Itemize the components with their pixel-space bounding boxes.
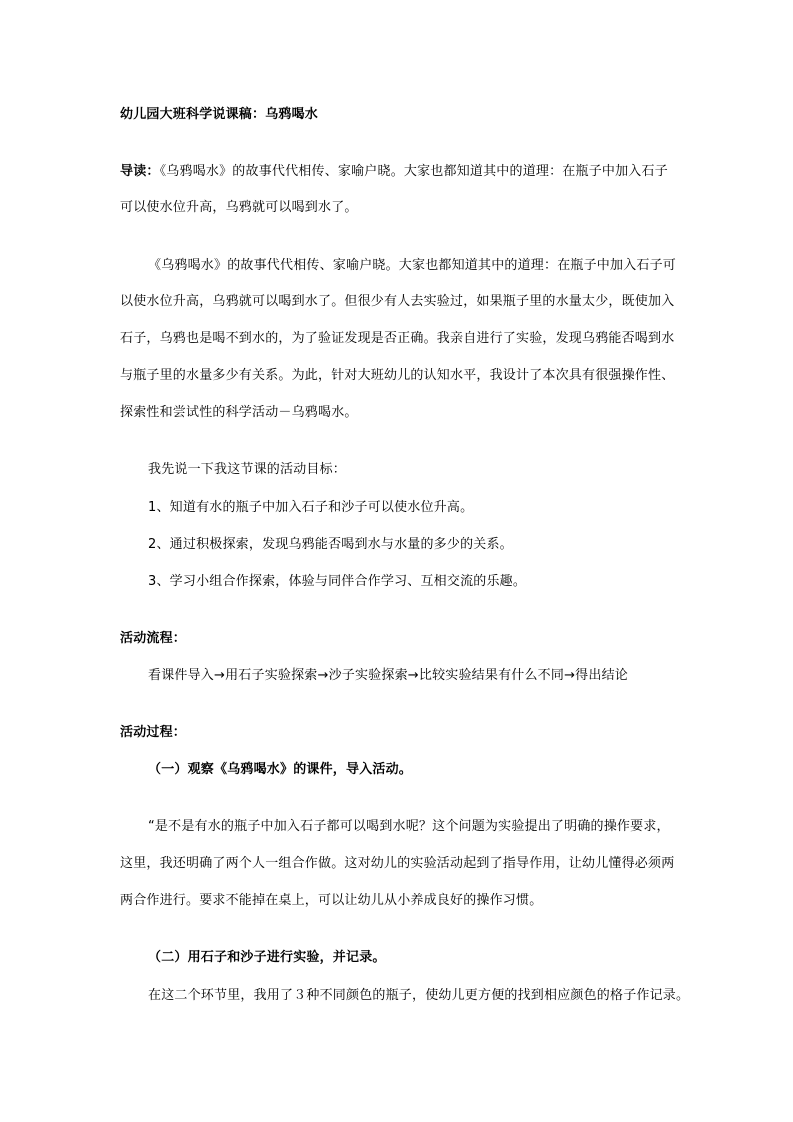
step1-line-2: 这里，我还明确了两个人一组合作做。这对幼儿的实验活动起到了指导作用，让幼儿懂得必须两 — [120, 856, 675, 871]
intro-label: 导读： — [120, 164, 160, 179]
goal-item: 2、通过积极探索，发现乌鸦能否喝到水与水量的多少的关系。 — [148, 537, 513, 552]
process-heading: 活动过程： — [120, 725, 187, 740]
paragraph1-line-2: 以使水位升高，乌鸦就可以喝到水了。但很少有人去实验过，如果瓶子里的水量太少，既使加入 — [120, 294, 675, 309]
intro-line-1 — [120, 163, 668, 181]
goal-item: 3、学习小组合作探索，体验与同伴合作学习、互相交流的乐趣。 — [148, 574, 527, 589]
flow-text: 看课件导入→用石子实验探索→沙子实验探索→比较实验结果有什么不同→得出结论 — [148, 668, 628, 683]
paragraph1-line-5: 探索性和尝试性的科学活动－乌鸦喝水。 — [120, 405, 358, 420]
intro-text-1: 《乌鸦喝水》的故事代代相传、家喻户晓。大家也都知道其中的道理：在瓶子中加入石子 — [159, 164, 668, 179]
goal-item: 1、知道有水的瓶子中加入石子和沙子可以使水位升高。 — [148, 500, 474, 515]
step1-heading: （一）观察《乌鸦喝水》的课件，导入活动。 — [148, 762, 413, 777]
goals-intro: 我先说一下我这节课的活动目标： — [148, 462, 347, 477]
flow-heading: 活动流程： — [120, 631, 187, 646]
paragraph1-line-1: 《乌鸦喝水》的故事代代相传、家喻户晓。大家也都知道其中的道理：在瓶子中加入石子可 — [148, 258, 677, 273]
paragraph1-line-4: 与瓶子里的水量多少有关系。为此，针对大班幼儿的认知水平，我设计了本次具有很强操作性、 — [120, 368, 675, 383]
step1-line-3: 两合作进行。要求不能掉在桌上，可以让幼儿从小养成良好的操作习惯。 — [120, 893, 543, 908]
step1-line-1: “是不是有水的瓶子中加入石子都可以喝到水呢？这个问题为实验提出了明确的操作要求， — [148, 819, 670, 834]
paragraph1-line-3: 石子，乌鸦也是喝不到水的，为了验证发现是否正确。我亲自进行了实验，发现乌鸦能否喝到水 — [120, 331, 675, 346]
step2-heading: （二）用石子和沙子进行实验，并记录。 — [148, 950, 386, 965]
intro-line-2: 可以使水位升高，乌鸦就可以喝到水了。 — [120, 200, 358, 215]
document-title: 幼儿园大班科学说课稿：乌鸦喝水 — [120, 107, 319, 122]
step2-text: 在这二个环节里，我用了３种不同颜色的瓶子，使幼儿更方便的找到相应颜色的格子作记录。 — [148, 988, 690, 1003]
